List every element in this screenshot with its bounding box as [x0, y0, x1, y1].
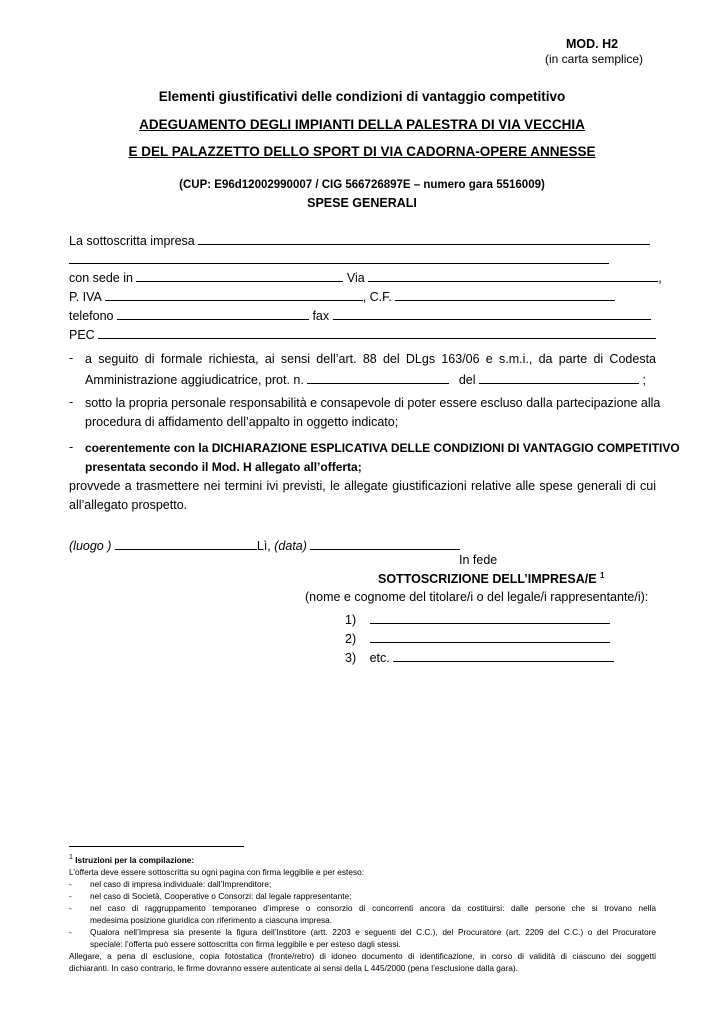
- vat-label: P. IVA: [69, 290, 102, 304]
- company-field-2[interactable]: [69, 250, 609, 264]
- footnote-dash-3: -: [69, 903, 72, 913]
- footnote-item-4a-text: Qualora nell’Impresa sia presente la figura dell’Institore (artt. 2203 e seguenti del C.C.), del Procuratore (art. 2209 del C.C.) o del Procuratore: [90, 927, 656, 937]
- place-field[interactable]: [115, 536, 257, 550]
- li-label: Lì,: [256, 539, 271, 553]
- project-title-line-2: E DEL PALAZZETTO DELLO SPORT DI VIA CADORNA-OPERE ANNESSE: [128, 144, 596, 159]
- paragraph-line-2: all’allegato prospetto.: [69, 498, 188, 512]
- bullet-2-text: sotto la propria personale responsabilità e consapevole di poter essere escluso dalla partecipazione alla: [85, 396, 661, 410]
- footnote-ref: 1: [600, 571, 605, 580]
- bullet-dash-3: -: [69, 440, 74, 454]
- bullet-2-line-1: [85, 395, 661, 411]
- phone-field[interactable]: [117, 306, 309, 320]
- footnote-enclosure-1-text: Allegare, a pena di esclusione, copia fotostatica (fronte/retro) di idoneo documento di identificazione, in corso di validità di ciascuno dei soggetti: [69, 951, 656, 961]
- footnote-item-4a: [90, 927, 656, 939]
- bullet-dash-2: -: [69, 395, 74, 409]
- bullet-1-end: ;: [642, 373, 646, 387]
- signer-1-field[interactable]: [370, 610, 610, 624]
- signature-title-text: SOTTOSCRIZIONE DELL’IMPRESA/E: [378, 572, 597, 587]
- paragraph-line-1: [69, 478, 656, 494]
- via-label: Via: [346, 271, 365, 285]
- signer-3-num: 3): [345, 651, 357, 665]
- bullet-1-line-1: [85, 351, 656, 367]
- signer-instructions: (nome e cognome del titolare/i o del legale/i rappresentante/i):: [305, 590, 649, 604]
- date-label: (data): [274, 539, 307, 553]
- footnote-enclosure-2: dichiaranti. In caso contrario, le firme dovranno essere autenticate ai sensi della L 445/2000 (pena l’esclusione dalla gara).: [69, 963, 518, 973]
- signer-1-num: 1): [345, 613, 357, 627]
- footnote-separator: [69, 846, 244, 847]
- fax-field[interactable]: [333, 306, 651, 320]
- footnote-number: 1: [69, 854, 73, 861]
- footnote-item-3a-text: nel caso di raggruppamento temporaneo d’imprese o consorzio di concorrenti ancora da costituirsi: dalle persone che si trovano nella: [90, 903, 656, 913]
- footnote-item-3a: [90, 903, 656, 915]
- bullet-3-line-2: presentata secondo il Mod. H allegato all’offerta;: [85, 460, 362, 474]
- footnote-item-3b: medesima posizione giuridica con riferimento a ciascuna impresa.: [90, 915, 333, 925]
- seat-field[interactable]: [136, 268, 343, 282]
- seat-row: [69, 268, 662, 286]
- signer-3-field[interactable]: [393, 648, 614, 662]
- model-code: MOD. H2: [566, 37, 619, 51]
- company-label: La sottoscritta impresa: [69, 234, 195, 248]
- footnote-item-2: nel caso di Società, Cooperative o Consorzi: dal legale rappresentante;: [90, 891, 352, 901]
- via-field[interactable]: [368, 268, 658, 282]
- phone-row: [69, 306, 651, 324]
- paragraph-text: provvede a trasmettere nei termini ivi previsti, le allegate giustificazioni relative alle spese generali di cui: [69, 479, 656, 493]
- via-comma: ,: [658, 271, 662, 285]
- signer-2-num: 2): [345, 632, 357, 646]
- place-label: (luogo ): [69, 539, 112, 553]
- cup-cig-line: (CUP: E96d12002990007 / CIG 566726897E – numero gara 5516009): [179, 179, 545, 191]
- cf-label: , C.F.: [362, 290, 392, 304]
- fax-label: fax: [312, 309, 330, 323]
- del-field[interactable]: [479, 370, 639, 384]
- signature-title: [378, 571, 604, 586]
- cf-field[interactable]: [395, 287, 615, 301]
- vat-field[interactable]: [105, 287, 363, 301]
- bullet-1-line-2: [85, 370, 646, 388]
- company-field[interactable]: [198, 231, 650, 245]
- footnote-item-1: nel caso di impresa individuale: dall’Imprenditore;: [90, 879, 272, 889]
- in-fede: In fede: [459, 553, 498, 567]
- document-title: Elementi giustificativi delle condizioni di vantaggio competitivo: [158, 89, 566, 104]
- footnote-line-1: L’offerta deve essere sottoscritta su ogni pagina con firma leggibile e per esteso:: [69, 867, 365, 877]
- prot-label: Amministrazione aggiudicatrice, prot. n.: [85, 373, 304, 387]
- pec-label: PEC: [69, 328, 95, 342]
- footnote-dash-4: -: [69, 927, 72, 937]
- phone-label: telefono: [69, 309, 114, 323]
- footnote-item-4b: speciale: l’offerta può essere sottoscritta con firma leggibile e per esteso dagli stessi.: [90, 939, 401, 949]
- footnote-title: Istruzioni per la compilazione:: [75, 854, 195, 865]
- bullet-dash-1: -: [69, 351, 74, 365]
- bullet-3-line-1: coerentemente con la DICHIARAZIONE ESPLICATIVA DELLE CONDIZIONI DI VANTAGGIO COMPETITIVO: [85, 441, 680, 455]
- signer-2-field[interactable]: [370, 629, 610, 643]
- footnote-title-row: [69, 852, 194, 866]
- vat-row: [69, 287, 615, 305]
- del-label: del: [458, 373, 476, 387]
- company-row: [69, 231, 650, 249]
- footnote-dash-1: -: [69, 879, 72, 889]
- bullet-2-line-2: procedura di affidamento dell’appalto in oggetto indicato;: [85, 415, 399, 429]
- pec-row: [69, 325, 656, 343]
- date-field[interactable]: [310, 536, 460, 550]
- signer-1-row: [345, 610, 610, 628]
- place-date-row: [69, 536, 460, 554]
- section-title: SPESE GENERALI: [307, 196, 417, 210]
- signer-3-row: [345, 648, 614, 666]
- signer-etc: etc.: [369, 651, 390, 665]
- footnote-dash-2: -: [69, 891, 72, 901]
- prot-field[interactable]: [307, 370, 449, 384]
- footnote-enclosure-1: [69, 951, 656, 963]
- model-note: (in carta semplice): [545, 52, 644, 66]
- bullet-1-text: a seguito di formale richiesta, ai sensi dell’art. 88 del DLgs 163/06 e s.m.i., da parte di Codesta: [85, 352, 656, 366]
- signer-2-row: [345, 629, 610, 647]
- seat-label: con sede in: [69, 271, 133, 285]
- project-title-line-1: ADEGUAMENTO DEGLI IMPIANTI DELLA PALESTRA DI VIA VECCHIA: [139, 117, 585, 132]
- pec-field[interactable]: [98, 325, 656, 339]
- company-row-2: [69, 250, 609, 268]
